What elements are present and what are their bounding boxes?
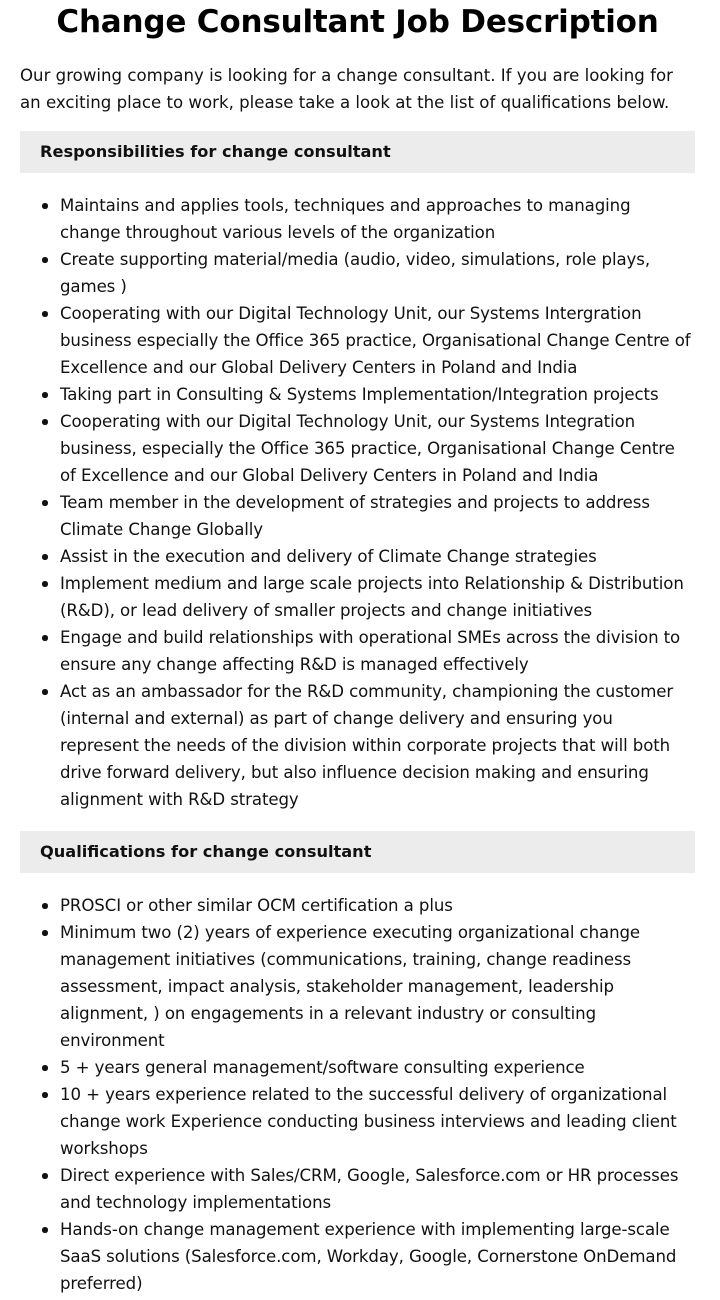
intro-paragraph: Our growing company is looking for a change consultant. If you are looking for an exciting place to work, please take a look at the list of qualifications below. <box>20 66 673 112</box>
list-item: Hands-on change management experience with implementing large-scale SaaS solutions (Salesforce.com, Workday, Google, Cornerstone OnDemand preferred) <box>60 1216 695 1297</box>
page-title: Change Consultant Job Description <box>56 4 659 40</box>
list-item: 5 + years general management/software consulting experience <box>60 1054 695 1081</box>
list-item: Maintains and applies tools, techniques and approaches to managing change throughout various levels of the organization <box>60 192 695 246</box>
list-item: Cooperating with our Digital Technology Unit, our Systems Integration business, especially the Office 365 practice, Organisational Change Centre of Excellence and our Global Delivery Centers in Poland and India <box>60 408 695 489</box>
responsibilities-heading: Responsibilities for change consultant <box>20 131 695 173</box>
list-item: Taking part in Consulting & Systems Implementation/Integration projects <box>60 381 695 408</box>
list-item: Create supporting material/media (audio, video, simulations, role plays, games ) <box>60 246 695 300</box>
responsibilities-list <box>20 192 695 813</box>
list-item: Team member in the development of strategies and projects to address Climate Change Globally <box>60 489 695 543</box>
list-item: PROSCI or other similar OCM certification a plus <box>60 892 695 919</box>
qualifications-list <box>20 892 695 1297</box>
list-item: Engage and build relationships with operational SMEs across the division to ensure any change affecting R&D is managed effectively <box>60 624 695 678</box>
list-item: Direct experience with Sales/CRM, Google, Salesforce.com or HR processes and technology implementations <box>60 1162 695 1216</box>
list-item: Act as an ambassador for the R&D community, championing the customer (internal and external) as part of change delivery and ensuring you represent the needs of the division within corporate projects that will both drive forward delivery, but also influence decision making and ensuring alignment with R&D strategy <box>60 678 695 813</box>
list-item: Implement medium and large scale projects into Relationship & Distribution (R&D), or lead delivery of smaller projects and change initiatives <box>60 570 695 624</box>
list-item: Minimum two (2) years of experience executing organizational change management initiatives (communications, training, change readiness assessment, impact analysis, stakeholder management, leadership alignment, ) on engagements in a relevant industry or consulting environment <box>60 919 695 1054</box>
list-item: Cooperating with our Digital Technology Unit, our Systems Intergration business especially the Office 365 practice, Organisational Change Centre of Excellence and our Global Delivery Centers in Poland and India <box>60 300 695 381</box>
list-item: 10 + years experience related to the successful delivery of organizational change work Experience conducting business interviews and leading client workshops <box>60 1081 695 1162</box>
list-item: Assist in the execution and delivery of Climate Change strategies <box>60 543 695 570</box>
qualifications-heading: Qualifications for change consultant <box>20 831 695 873</box>
